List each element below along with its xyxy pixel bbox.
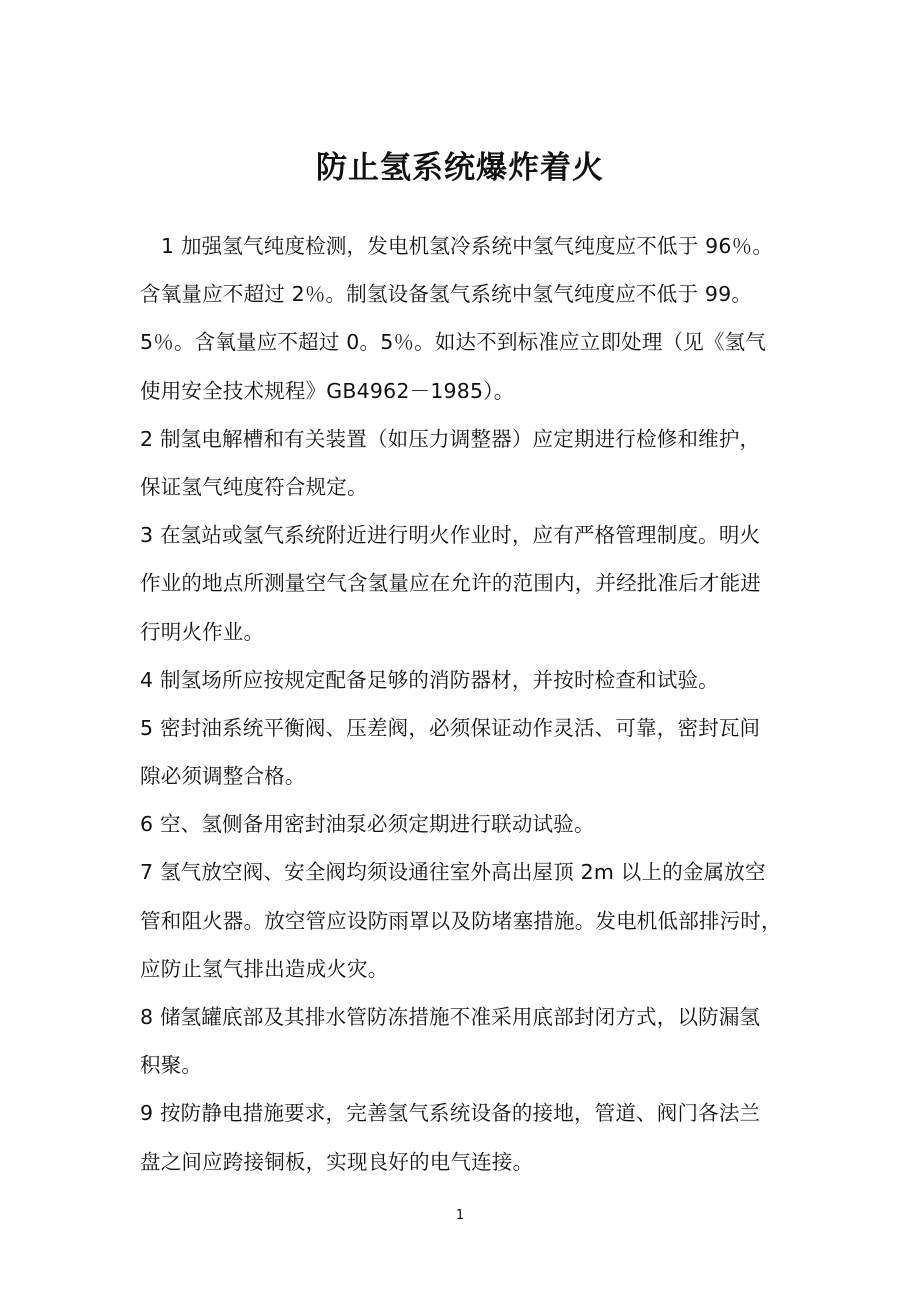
text-line: 盘之间应跨接铜板，实现良好的电气连接。 bbox=[140, 1149, 534, 1174]
paragraph-6 bbox=[140, 804, 800, 852]
text-line: 1 加强氢气纯度检测，发电机氢冷系统中氢气纯度应不低于 96％。 bbox=[161, 234, 774, 258]
paragraph-5 bbox=[140, 708, 800, 804]
text-line: 5 密封油系统平衡阀、压差阀，必须保证动作灵活、可靠，密封瓦间 bbox=[140, 715, 761, 740]
paragraph-7 bbox=[140, 852, 800, 997]
text-line: 5％。含氧量应不超过 0。5％。如达不到标准应立即处理（见《氢气 bbox=[140, 330, 767, 355]
paragraph-1 bbox=[140, 226, 800, 419]
text-line: 使用安全技术规程》GB4962－1985）。 bbox=[140, 378, 515, 403]
text-line: 含氧量应不超过 2％。制氢设备氢气系统中氢气纯度应不低于 99。 bbox=[140, 282, 753, 307]
paragraph-4 bbox=[140, 660, 800, 708]
text-line: 9 按防静电措施要求，完善氢气系统设备的接地，管道、阀门各法兰 bbox=[140, 1101, 761, 1126]
document-body bbox=[140, 226, 800, 1190]
text-line: 作业的地点所测量空气含氢量应在允许的范围内，并经批准后才能进 bbox=[140, 571, 761, 596]
paragraph-8 bbox=[140, 997, 800, 1093]
text-line: 2 制氢电解槽和有关装置（如压力调整器）应定期进行检修和维护， bbox=[140, 426, 761, 451]
text-line: 8 储氢罐底部及其排水管防冻措施不准采用底部封闭方式，以防漏氢 bbox=[140, 1005, 761, 1029]
text-line: 管和阻火器。放空管应设防雨罩以及防堵塞措施。发电机低部排污时， bbox=[140, 908, 782, 933]
text-line: 7 氢气放空阀、安全阀均须设通往室外高出屋顶 2m 以上的金属放空 bbox=[140, 860, 766, 885]
text-line: 积聚。 bbox=[140, 1053, 203, 1078]
paragraph-9 bbox=[140, 1093, 800, 1189]
text-line: 4 制氢场所应按规定配备足够的消防器材，并按时检查和试验。 bbox=[140, 667, 719, 692]
text-line: 应防止氢气排出造成火灾。 bbox=[140, 956, 389, 981]
paragraph-3 bbox=[140, 515, 800, 660]
text-line: 隙必须调整合格。 bbox=[140, 764, 306, 789]
text-line: 3 在氢站或氢气系统附近进行明火作业时，应有严格管理制度。明火 bbox=[140, 523, 761, 548]
text-line: 行明火作业。 bbox=[140, 619, 265, 644]
page-number: 1 bbox=[455, 1208, 465, 1223]
paragraph-2 bbox=[140, 419, 800, 515]
text-line: 保证氢气纯度符合规定。 bbox=[140, 474, 368, 499]
document-title: 防止氢系统爆炸着火 bbox=[316, 150, 604, 186]
text-line: 6 空、氢侧备用密封油泵必须定期进行联动试验。 bbox=[140, 812, 595, 837]
